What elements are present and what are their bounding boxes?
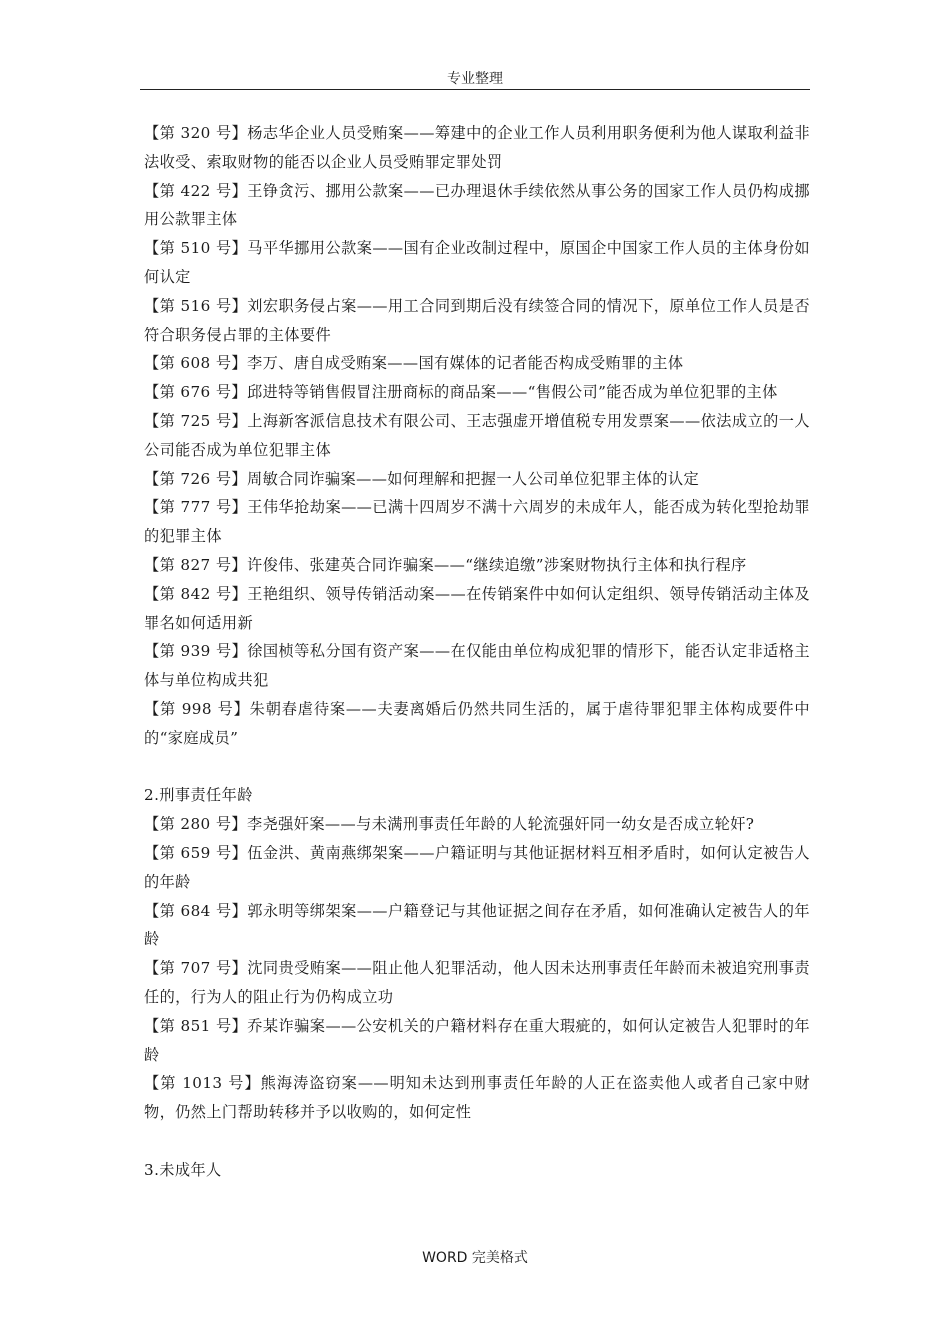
case-entry: 【第 939 号】徐国桢等私分国有资产案——在仅能由单位构成犯罪的情形下，能否认定非适格主体与单位构成共犯: [144, 642, 810, 690]
section-minors: [144, 1156, 810, 1185]
case-entry: 【第 725 号】上海新客派信息技术有限公司、王志强虚开增值税专用发票案——依法成立的一人公司能否成为单位犯罪主体: [144, 411, 810, 459]
case-entry: 【第 422 号】王铮贪污、挪用公款案——已办理退休手续依然从事公务的国家工作人员仍构成挪用公款罪主体: [144, 181, 810, 229]
case-entry: 【第 608 号】李万、唐自成受贿案——国有媒体的记者能否构成受贿罪的主体: [144, 354, 684, 373]
section-heading: 2.刑事责任年龄: [144, 786, 253, 805]
section-subject-cases: [144, 119, 810, 753]
case-entry: 【第 1013 号】熊海涛盗窃案——明知未达到刑事责任年龄的人正在盗卖他人或者自己家中财物，仍然上门帮助转移并予以收购的，如何定性: [144, 1074, 810, 1122]
case-entry: 【第 777 号】王伟华抢劫案——已满十四周岁不满十六周岁的未成年人，能否成为转化型抢劫罪的犯罪主体: [144, 498, 810, 546]
case-entry: 【第 998 号】朱朝春虐待案——夫妻离婚后仍然共同生活的，属于虐待罪犯罪主体构成要件中的“家庭成员”: [144, 699, 810, 747]
case-entry: 【第 510 号】马平华挪用公款案——国有企业改制过程中，原国企中国家工作人员的主体身份如何认定: [144, 239, 810, 286]
case-entry: 【第 516 号】刘宏职务侵占案——用工合同到期后没有续签合同的情况下，原单位工作人员是否符合职务侵占罪的主体要件: [144, 296, 810, 344]
case-entry: 【第 827 号】许俊伟、张建英合同诈骗案——“继续追缴”涉案财物执行主体和执行程序: [144, 555, 747, 574]
page-header-title: 专业整理: [447, 71, 503, 87]
case-entry: 【第 707 号】沈同贵受贿案——阻止他人犯罪活动，他人因未达刑事责任年龄而未被追究刑事责任的，行为人的阻止行为仍构成立功: [144, 959, 810, 1006]
case-entry: 【第 842 号】王艳组织、领导传销活动案——在传销案件中如何认定组织、领导传销活动主体及罪名如何适用新: [144, 584, 810, 632]
case-entry: 【第 320 号】杨志华企业人员受贿案——筹建中的企业工作人员利用职务便利为他人谋取利益非法收受、索取财物的能否以企业人员受贿罪定罪处罚: [144, 124, 810, 171]
case-entry: 【第 726 号】周敏合同诈骗案——如何理解和把握一人公司单位犯罪主体的认定: [144, 469, 700, 488]
section-heading: 3.未成年人: [144, 1160, 222, 1179]
page-footer: WORD 完美格式: [422, 1250, 528, 1266]
case-entry: 【第 676 号】邱进特等销售假冒注册商标的商品案——“售假公司”能否成为单位犯罪的主体: [144, 383, 778, 402]
case-entry: 【第 851 号】乔某诈骗案——公安机关的户籍材料存在重大瑕疵的，如何认定被告人犯罪时的年龄: [144, 1016, 810, 1064]
case-entry: 【第 280 号】李尧强奸案——与未满刑事责任年龄的人轮流强奸同一幼女是否成立轮奸?: [144, 815, 755, 834]
case-entry: 【第 659 号】伍金洪、黄南燕绑架案——户籍证明与其他证据材料互相矛盾时，如何认定被告人的年龄: [144, 843, 810, 891]
section-criminal-age: [144, 781, 810, 1127]
header-divider: [140, 89, 810, 90]
case-entry: 【第 684 号】郭永明等绑架案——户籍登记与其他证据之间存在矛盾，如何准确认定被告人的年龄: [144, 901, 810, 949]
document-body: [144, 119, 810, 1184]
